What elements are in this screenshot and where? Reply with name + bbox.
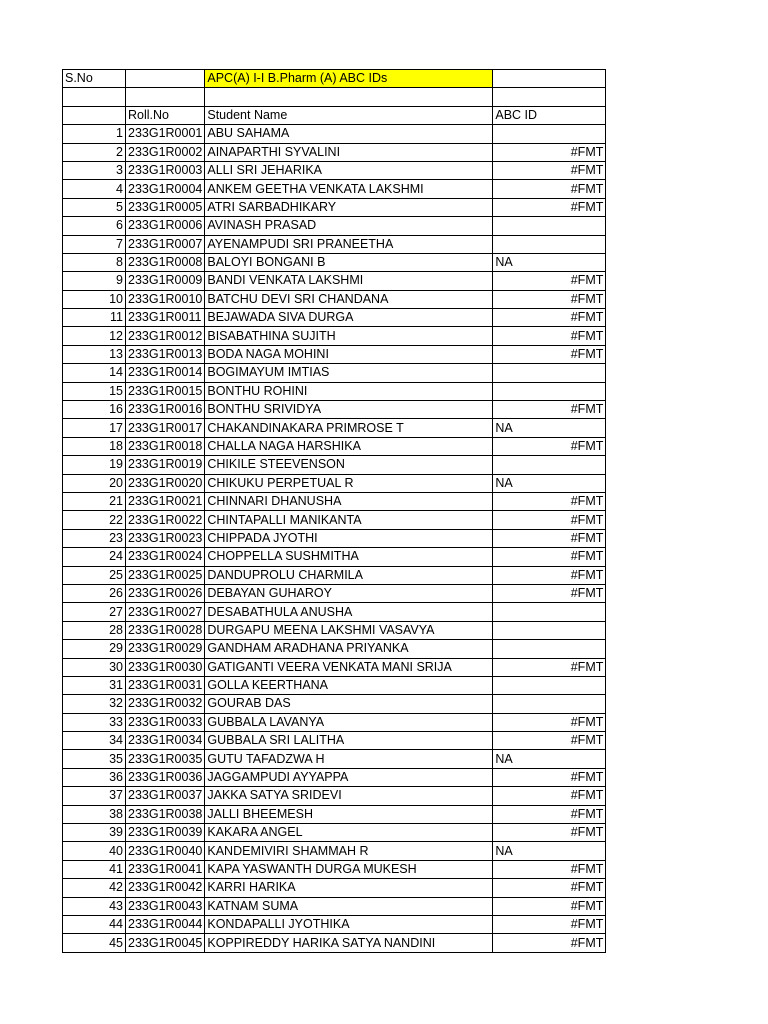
student-name-cell[interactable]: JALLI BHEEMESH bbox=[205, 805, 493, 823]
abc-id-cell[interactable] bbox=[493, 603, 606, 621]
table-row bbox=[63, 640, 606, 658]
abc-id-cell[interactable]: #FMT bbox=[493, 511, 606, 529]
roll-cell[interactable]: 233G1R0016 bbox=[126, 401, 205, 419]
table-row bbox=[63, 419, 606, 437]
abc-id-cell[interactable]: #FMT bbox=[493, 401, 606, 419]
sno-cell[interactable]: 15 bbox=[63, 382, 126, 400]
roll-cell[interactable]: 233G1R0030 bbox=[126, 658, 205, 676]
table-row bbox=[63, 695, 606, 713]
table-row bbox=[63, 309, 606, 327]
roll-cell[interactable]: 233G1R0039 bbox=[126, 824, 205, 842]
abc-id-cell[interactable]: #FMT bbox=[493, 566, 606, 584]
roll-cell[interactable]: 233G1R0003 bbox=[126, 161, 205, 179]
roll-cell[interactable]: 233G1R0007 bbox=[126, 235, 205, 253]
empty-cell[interactable] bbox=[493, 70, 606, 88]
student-name-cell[interactable]: KAPA YASWANTH DURGA MUKESH bbox=[205, 860, 493, 878]
sno-cell[interactable]: 29 bbox=[63, 640, 126, 658]
table-row bbox=[63, 658, 606, 676]
sno-cell[interactable]: 31 bbox=[63, 676, 126, 694]
roll-cell[interactable]: 233G1R0002 bbox=[126, 143, 205, 161]
abc-id-cell[interactable]: #FMT bbox=[493, 143, 606, 161]
student-name-cell[interactable]: ANKEM GEETHA VENKATA LAKSHMI bbox=[205, 180, 493, 198]
header-name-cell[interactable]: Student Name bbox=[205, 106, 493, 124]
abc-id-cell[interactable]: NA bbox=[493, 474, 606, 492]
abc-id-cell[interactable]: NA bbox=[493, 750, 606, 768]
student-name-cell[interactable]: BODA NAGA MOHINI bbox=[205, 345, 493, 363]
roll-cell[interactable]: 233G1R0008 bbox=[126, 253, 205, 271]
abc-id-cell[interactable]: #FMT bbox=[493, 732, 606, 750]
roll-cell[interactable]: 233G1R0015 bbox=[126, 382, 205, 400]
student-name-cell[interactable]: BANDI VENKATA LAKSHMI bbox=[205, 272, 493, 290]
abc-id-cell[interactable] bbox=[493, 695, 606, 713]
sno-cell[interactable]: 30 bbox=[63, 658, 126, 676]
sno-cell[interactable]: 17 bbox=[63, 419, 126, 437]
student-name-cell[interactable]: CHIKILE STEEVENSON bbox=[205, 456, 493, 474]
table-row bbox=[63, 217, 606, 235]
sno-cell[interactable]: 10 bbox=[63, 290, 126, 308]
roll-cell[interactable]: 233G1R0021 bbox=[126, 492, 205, 510]
header-row bbox=[63, 106, 606, 124]
sno-cell[interactable]: 21 bbox=[63, 492, 126, 510]
student-name-cell[interactable]: KATNAM SUMA bbox=[205, 897, 493, 915]
abc-id-cell[interactable]: #FMT bbox=[493, 309, 606, 327]
table-row bbox=[63, 437, 606, 455]
abc-id-cell[interactable] bbox=[493, 217, 606, 235]
header-roll-cell[interactable]: Roll.No bbox=[126, 106, 205, 124]
sno-cell[interactable]: 14 bbox=[63, 364, 126, 382]
roll-cell[interactable]: 233G1R0024 bbox=[126, 548, 205, 566]
roll-cell[interactable]: 233G1R0031 bbox=[126, 676, 205, 694]
table-row bbox=[63, 492, 606, 510]
abc-id-cell[interactable]: #FMT bbox=[493, 915, 606, 933]
empty-cell[interactable] bbox=[63, 88, 126, 106]
sno-cell[interactable]: 28 bbox=[63, 621, 126, 639]
table-row bbox=[63, 842, 606, 860]
sno-cell[interactable]: 16 bbox=[63, 401, 126, 419]
empty-cell[interactable] bbox=[126, 70, 205, 88]
abc-id-cell[interactable]: #FMT bbox=[493, 787, 606, 805]
roll-cell[interactable]: 233G1R0001 bbox=[126, 125, 205, 143]
abc-id-cell[interactable]: #FMT bbox=[493, 658, 606, 676]
sno-cell[interactable]: 23 bbox=[63, 529, 126, 547]
student-name-cell[interactable]: KANDEMIVIRI SHAMMAH R bbox=[205, 842, 493, 860]
table-row bbox=[63, 897, 606, 915]
student-name-cell[interactable]: KOPPIREDDY HARIKA SATYA NANDINI bbox=[205, 934, 493, 952]
student-name-cell[interactable]: GUTU TAFADZWA H bbox=[205, 750, 493, 768]
table-row bbox=[63, 198, 606, 216]
roll-cell[interactable]: 233G1R0041 bbox=[126, 860, 205, 878]
roll-cell[interactable]: 233G1R0043 bbox=[126, 897, 205, 915]
student-name-cell[interactable]: GATIGANTI VEERA VENKATA MANI SRIJA bbox=[205, 658, 493, 676]
roll-cell[interactable]: 233G1R0029 bbox=[126, 640, 205, 658]
spreadsheet-body bbox=[63, 70, 606, 953]
sno-cell[interactable]: 25 bbox=[63, 566, 126, 584]
sno-cell[interactable]: 40 bbox=[63, 842, 126, 860]
sno-cell[interactable]: 9 bbox=[63, 272, 126, 290]
sno-cell[interactable]: 38 bbox=[63, 805, 126, 823]
student-name-cell[interactable]: CHAKANDINAKARA PRIMROSE T bbox=[205, 419, 493, 437]
table-row bbox=[63, 364, 606, 382]
sno-cell[interactable]: 39 bbox=[63, 824, 126, 842]
sno-cell[interactable]: 19 bbox=[63, 456, 126, 474]
roll-cell[interactable]: 233G1R0011 bbox=[126, 309, 205, 327]
table-row bbox=[63, 584, 606, 602]
abc-id-cell[interactable] bbox=[493, 382, 606, 400]
sno-cell[interactable]: 43 bbox=[63, 897, 126, 915]
student-name-cell[interactable]: CHIPPADA JYOTHI bbox=[205, 529, 493, 547]
sno-cell[interactable]: 5 bbox=[63, 198, 126, 216]
table-row bbox=[63, 253, 606, 271]
student-name-cell[interactable]: CHALLA NAGA HARSHIKA bbox=[205, 437, 493, 455]
student-name-cell[interactable]: AYENAMPUDI SRI PRANEETHA bbox=[205, 235, 493, 253]
sno-cell[interactable]: 11 bbox=[63, 309, 126, 327]
abc-id-cell[interactable]: #FMT bbox=[493, 492, 606, 510]
student-name-cell[interactable]: AINAPARTHI SYVALINI bbox=[205, 143, 493, 161]
table-row bbox=[63, 143, 606, 161]
roll-cell[interactable]: 233G1R0005 bbox=[126, 198, 205, 216]
table-row bbox=[63, 345, 606, 363]
abc-id-cell[interactable] bbox=[493, 125, 606, 143]
table-row bbox=[63, 676, 606, 694]
roll-cell[interactable]: 233G1R0042 bbox=[126, 879, 205, 897]
abc-id-cell[interactable] bbox=[493, 676, 606, 694]
roll-cell[interactable]: 233G1R0026 bbox=[126, 584, 205, 602]
roll-cell[interactable]: 233G1R0019 bbox=[126, 456, 205, 474]
sno-cell[interactable]: 2 bbox=[63, 143, 126, 161]
table-row bbox=[63, 713, 606, 731]
abc-id-cell[interactable] bbox=[493, 621, 606, 639]
table-row bbox=[63, 621, 606, 639]
student-name-cell[interactable]: BEJAWADA SIVA DURGA bbox=[205, 309, 493, 327]
sno-cell[interactable]: 44 bbox=[63, 915, 126, 933]
table-row bbox=[63, 768, 606, 786]
student-name-cell[interactable]: BISABATHINA SUJITH bbox=[205, 327, 493, 345]
abc-id-cell[interactable] bbox=[493, 640, 606, 658]
sno-cell[interactable]: 34 bbox=[63, 732, 126, 750]
sno-cell[interactable]: 8 bbox=[63, 253, 126, 271]
sno-cell[interactable]: 22 bbox=[63, 511, 126, 529]
roll-cell[interactable]: 233G1R0034 bbox=[126, 732, 205, 750]
table-row bbox=[63, 934, 606, 952]
header-abc-cell[interactable]: ABC ID bbox=[493, 106, 606, 124]
student-name-cell[interactable]: CHOPPELLA SUSHMITHA bbox=[205, 548, 493, 566]
abc-id-cell[interactable]: #FMT bbox=[493, 198, 606, 216]
table-row bbox=[63, 566, 606, 584]
student-name-cell[interactable]: GUBBALA LAVANYA bbox=[205, 713, 493, 731]
sno-cell[interactable]: 20 bbox=[63, 474, 126, 492]
abc-id-cell[interactable]: #FMT bbox=[493, 713, 606, 731]
sno-cell[interactable]: 36 bbox=[63, 768, 126, 786]
table-row bbox=[63, 787, 606, 805]
student-name-cell[interactable]: ABU SAHAMA bbox=[205, 125, 493, 143]
table-row bbox=[63, 456, 606, 474]
abc-id-cell[interactable]: NA bbox=[493, 253, 606, 271]
sno-cell[interactable]: 13 bbox=[63, 345, 126, 363]
sno-cell[interactable]: 12 bbox=[63, 327, 126, 345]
abc-id-cell[interactable]: #FMT bbox=[493, 180, 606, 198]
student-name-cell[interactable]: DURGAPU MEENA LAKSHMI VASAVYA bbox=[205, 621, 493, 639]
roll-cell[interactable]: 233G1R0020 bbox=[126, 474, 205, 492]
sno-cell[interactable]: 3 bbox=[63, 161, 126, 179]
roll-cell[interactable]: 233G1R0033 bbox=[126, 713, 205, 731]
spreadsheet-table bbox=[62, 69, 606, 953]
student-name-cell[interactable]: ALLI SRI JEHARIKA bbox=[205, 161, 493, 179]
sno-cell[interactable]: 33 bbox=[63, 713, 126, 731]
blank-row bbox=[63, 88, 606, 106]
student-name-cell[interactable]: ATRI SARBADHIKARY bbox=[205, 198, 493, 216]
roll-cell[interactable]: 233G1R0044 bbox=[126, 915, 205, 933]
abc-id-cell[interactable]: #FMT bbox=[493, 805, 606, 823]
abc-id-cell[interactable]: NA bbox=[493, 842, 606, 860]
table-row bbox=[63, 860, 606, 878]
roll-cell[interactable]: 233G1R0018 bbox=[126, 437, 205, 455]
abc-id-cell[interactable]: #FMT bbox=[493, 584, 606, 602]
roll-cell[interactable]: 233G1R0009 bbox=[126, 272, 205, 290]
student-name-cell[interactable]: KONDAPALLI JYOTHIKA bbox=[205, 915, 493, 933]
roll-cell[interactable]: 233G1R0010 bbox=[126, 290, 205, 308]
sno-cell[interactable]: 27 bbox=[63, 603, 126, 621]
roll-cell[interactable]: 233G1R0004 bbox=[126, 180, 205, 198]
table-row bbox=[63, 915, 606, 933]
abc-id-cell[interactable] bbox=[493, 235, 606, 253]
abc-id-cell[interactable]: #FMT bbox=[493, 161, 606, 179]
table-row bbox=[63, 603, 606, 621]
student-name-cell[interactable]: CHIKUKU PERPETUAL R bbox=[205, 474, 493, 492]
roll-cell[interactable]: 233G1R0025 bbox=[126, 566, 205, 584]
table-row bbox=[63, 548, 606, 566]
student-name-cell[interactable]: GUBBALA SRI LALITHA bbox=[205, 732, 493, 750]
sno-cell[interactable]: 24 bbox=[63, 548, 126, 566]
abc-id-cell[interactable]: #FMT bbox=[493, 548, 606, 566]
abc-id-cell[interactable]: #FMT bbox=[493, 897, 606, 915]
sno-cell[interactable]: 35 bbox=[63, 750, 126, 768]
table-row bbox=[63, 750, 606, 768]
student-name-cell[interactable]: BOGIMAYUM IMTIAS bbox=[205, 364, 493, 382]
abc-id-cell[interactable]: #FMT bbox=[493, 934, 606, 952]
student-name-cell[interactable]: JAKKA SATYA SRIDEVI bbox=[205, 787, 493, 805]
sno-cell[interactable]: 32 bbox=[63, 695, 126, 713]
table-row bbox=[63, 824, 606, 842]
empty-cell[interactable] bbox=[126, 88, 205, 106]
sno-cell[interactable]: 7 bbox=[63, 235, 126, 253]
abc-id-cell[interactable]: #FMT bbox=[493, 824, 606, 842]
roll-cell[interactable]: 233G1R0006 bbox=[126, 217, 205, 235]
empty-cell[interactable] bbox=[63, 106, 126, 124]
empty-cell[interactable] bbox=[493, 88, 606, 106]
sno-cell[interactable]: 18 bbox=[63, 437, 126, 455]
table-row bbox=[63, 401, 606, 419]
student-name-cell[interactable]: GOLLA KEERTHANA bbox=[205, 676, 493, 694]
roll-cell[interactable]: 233G1R0045 bbox=[126, 934, 205, 952]
table-row bbox=[63, 382, 606, 400]
student-name-cell[interactable]: CHINNARI DHANUSHA bbox=[205, 492, 493, 510]
roll-cell[interactable]: 233G1R0013 bbox=[126, 345, 205, 363]
roll-cell[interactable]: 233G1R0028 bbox=[126, 621, 205, 639]
sno-cell[interactable]: 26 bbox=[63, 584, 126, 602]
sheet-title-cell[interactable]: APC(A) I-I B.Pharm (A) ABC IDs bbox=[205, 70, 493, 88]
table-row bbox=[63, 529, 606, 547]
abc-id-cell[interactable]: NA bbox=[493, 419, 606, 437]
roll-cell[interactable]: 233G1R0012 bbox=[126, 327, 205, 345]
student-name-cell[interactable]: GANDHAM ARADHANA PRIYANKA bbox=[205, 640, 493, 658]
student-name-cell[interactable]: DESABATHULA ANUSHA bbox=[205, 603, 493, 621]
abc-id-cell[interactable]: #FMT bbox=[493, 768, 606, 786]
roll-cell[interactable]: 233G1R0017 bbox=[126, 419, 205, 437]
table-row bbox=[63, 161, 606, 179]
abc-id-cell[interactable] bbox=[493, 456, 606, 474]
sno-cell[interactable]: 1 bbox=[63, 125, 126, 143]
student-name-cell[interactable]: CHINTAPALLI MANIKANTA bbox=[205, 511, 493, 529]
student-name-cell[interactable]: DANDUPROLU CHARMILA bbox=[205, 566, 493, 584]
abc-id-cell[interactable]: #FMT bbox=[493, 272, 606, 290]
abc-id-cell[interactable]: #FMT bbox=[493, 860, 606, 878]
empty-cell[interactable] bbox=[205, 88, 493, 106]
table-row bbox=[63, 732, 606, 750]
table-row bbox=[63, 290, 606, 308]
sno-cell[interactable]: 37 bbox=[63, 787, 126, 805]
roll-cell[interactable]: 233G1R0022 bbox=[126, 511, 205, 529]
student-name-cell[interactable]: KARRI HARIKA bbox=[205, 879, 493, 897]
abc-id-cell[interactable]: #FMT bbox=[493, 879, 606, 897]
student-name-cell[interactable]: BONTHU SRIVIDYA bbox=[205, 401, 493, 419]
table-row bbox=[63, 327, 606, 345]
table-row bbox=[63, 272, 606, 290]
student-name-cell[interactable]: DEBAYAN GUHAROY bbox=[205, 584, 493, 602]
student-name-cell[interactable]: AVINASH PRASAD bbox=[205, 217, 493, 235]
roll-cell[interactable]: 233G1R0036 bbox=[126, 768, 205, 786]
abc-id-cell[interactable] bbox=[493, 364, 606, 382]
table-row bbox=[63, 474, 606, 492]
sno-cell[interactable]: 42 bbox=[63, 879, 126, 897]
abc-id-cell[interactable]: #FMT bbox=[493, 437, 606, 455]
student-name-cell[interactable]: BALOYI BONGANI B bbox=[205, 253, 493, 271]
sno-label-cell[interactable]: S.No bbox=[63, 70, 126, 88]
table-row bbox=[63, 235, 606, 253]
student-name-cell[interactable]: BONTHU ROHINI bbox=[205, 382, 493, 400]
roll-cell[interactable]: 233G1R0040 bbox=[126, 842, 205, 860]
student-name-cell[interactable]: JAGGAMPUDI AYYAPPA bbox=[205, 768, 493, 786]
table-row bbox=[63, 125, 606, 143]
roll-cell[interactable]: 233G1R0032 bbox=[126, 695, 205, 713]
title-row bbox=[63, 70, 606, 88]
abc-id-cell[interactable]: #FMT bbox=[493, 290, 606, 308]
roll-cell[interactable]: 233G1R0014 bbox=[126, 364, 205, 382]
student-name-cell[interactable]: KAKARA ANGEL bbox=[205, 824, 493, 842]
abc-id-cell[interactable]: #FMT bbox=[493, 345, 606, 363]
table-row bbox=[63, 879, 606, 897]
roll-cell[interactable]: 233G1R0035 bbox=[126, 750, 205, 768]
table-row bbox=[63, 180, 606, 198]
table-row bbox=[63, 805, 606, 823]
roll-cell[interactable]: 233G1R0027 bbox=[126, 603, 205, 621]
table-row bbox=[63, 511, 606, 529]
sno-cell[interactable]: 41 bbox=[63, 860, 126, 878]
sno-cell[interactable]: 4 bbox=[63, 180, 126, 198]
student-name-cell[interactable]: BATCHU DEVI SRI CHANDANA bbox=[205, 290, 493, 308]
abc-id-cell[interactable]: #FMT bbox=[493, 327, 606, 345]
sno-cell[interactable]: 45 bbox=[63, 934, 126, 952]
sno-cell[interactable]: 6 bbox=[63, 217, 126, 235]
roll-cell[interactable]: 233G1R0037 bbox=[126, 787, 205, 805]
student-name-cell[interactable]: GOURAB DAS bbox=[205, 695, 493, 713]
roll-cell[interactable]: 233G1R0038 bbox=[126, 805, 205, 823]
abc-id-cell[interactable]: #FMT bbox=[493, 529, 606, 547]
roll-cell[interactable]: 233G1R0023 bbox=[126, 529, 205, 547]
